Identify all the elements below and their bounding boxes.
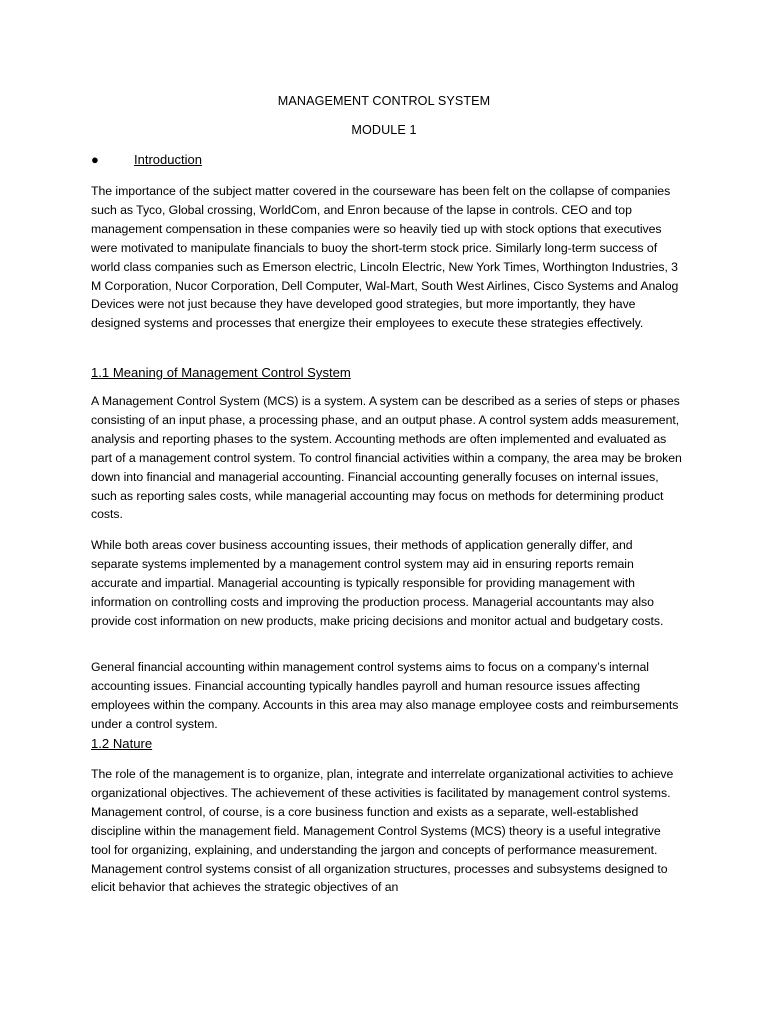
section-1-2-heading: 1.2 Nature: [91, 736, 153, 751]
document-title: MANAGEMENT CONTROL SYSTEM: [277, 94, 491, 108]
bullet-icon: ●: [91, 152, 99, 167]
section-1-1-paragraph-1: A Management Control System (MCS) is a system. A system can be described as a series of steps or phases consisting of an input phase, a processing phase, and an output phase. A control system adds measurement, analysis and reporting phases to the system. Accounting methods are often implemented and evaluated as part of a management control system. To control financial activities within a company, the area may be broken down into financial and managerial accounting. Financial accounting generally focuses on internal issues, such as reporting sales costs, while managerial accounting may focus on methods for determining product costs.: [91, 394, 682, 522]
module-label: MODULE 1: [351, 123, 417, 137]
intro-paragraph: The importance of the subject matter covered in the courseware has been felt on the collapse of companies such as Tyco, Global crossing, WorldCom, and Enron because of the lapse in controls. CEO and top management compensation in these companies were so heavily tied up with stock options that executives were motivated to manipulate financials to buoy the short-term stock price. Similarly long-term success of world class companies such as Emerson electric, Lincoln Electric, New York Times, Worthington Industries, 3 M Corporation, Nucor Corporation, Dell Computer, Wal-Mart, South West Airlines, Cisco Systems and Analog Devices were not just because they have developed good strategies, but more importantly, they have designed systems and processes that energize their employees to execute these strategies effectively.: [91, 184, 679, 331]
intro-heading-row: [91, 152, 680, 170]
section-1-1-paragraph-2: While both areas cover business accounting issues, their methods of application generally differ, and separate systems implemented by a management control system may aid in ensuring reports remain accurate and impartial. Managerial accounting is typically responsible for providing management with information on controlling costs and improving the production process. Managerial accountants may also provide cost information on new products, make pricing decisions and monitor actual and budgetary costs.: [91, 538, 664, 628]
intro-heading: Introduction: [134, 152, 202, 167]
section-1-1-paragraph-3: General financial accounting within management control systems aims to focus on a company’s internal accounting issues. Financial accounting typically handles payroll and human resource issues affecting employees within the company. Accounts in this area may also manage employee costs and reimbursements under a control system.: [91, 660, 679, 731]
section-1-2-paragraph-1: The role of the management is to organize, plan, integrate and interrelate organizational activities to achieve organizational objectives. The achievement of these activities is facilitated by management control systems. Management control, of course, is a core business function and exists as a separate, well-established discipline within the management field. Management Control Systems (MCS) theory is a useful integrative tool for organizing, explaining, and understanding the jargon and concepts of performance measurement. Management control systems consist of all organization structures, processes and subsystems designed to elicit behavior that achieves the strategic objectives of an: [91, 767, 674, 895]
section-1-1-heading: 1.1 Meaning of Management Control System: [91, 365, 351, 380]
